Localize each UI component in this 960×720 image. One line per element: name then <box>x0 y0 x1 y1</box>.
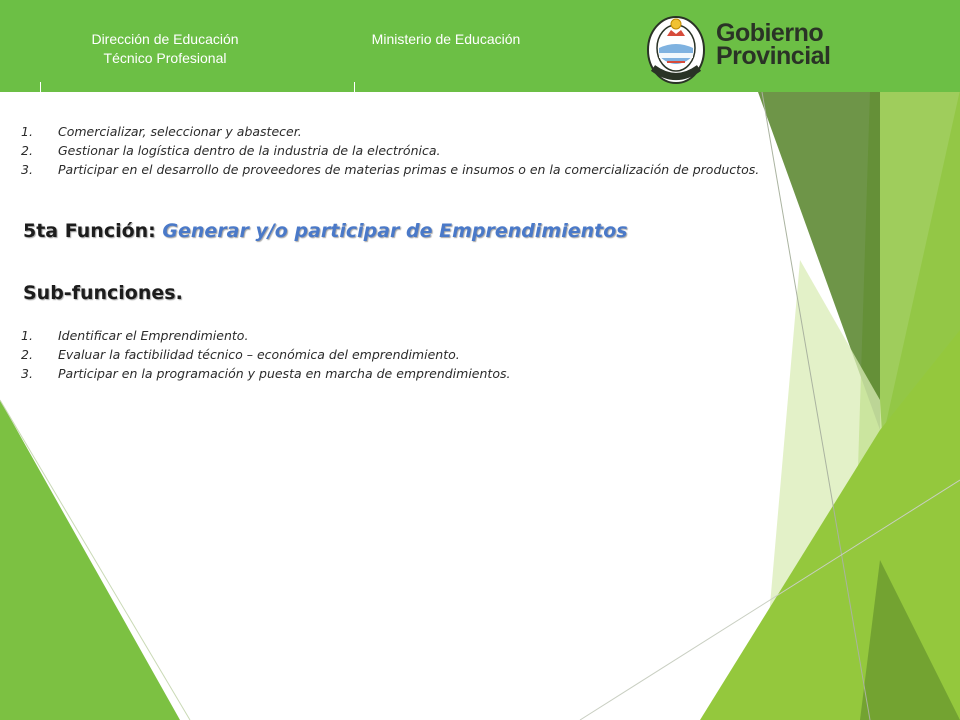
list-item-text: Identificar el Emprendimiento. <box>58 328 249 343</box>
list-item <box>21 160 759 179</box>
corrientes-emblem-icon <box>645 10 707 86</box>
deco-facet-left <box>0 400 180 720</box>
gobierno-provincial-logo <box>716 19 831 70</box>
list-item <box>21 345 510 364</box>
list-item-text: Evaluar la factibilidad técnico – económica del emprendimiento. <box>58 347 460 362</box>
header-divider-left <box>40 82 41 94</box>
top-list <box>21 122 759 179</box>
header-ministerio: Ministerio de Educación <box>371 31 521 47</box>
header-direccion-line2: Técnico Profesional <box>103 50 227 66</box>
subfunctions-heading: Sub-funciones. <box>23 282 183 304</box>
list-item-number: 3. <box>21 162 33 177</box>
list-item-number: 3. <box>21 366 33 381</box>
list-item-text: Comercializar, seleccionar y abastecer. <box>58 124 302 139</box>
list-item-text: Participar en el desarrollo de proveedores de materias primas e insumos o en la comercialización de productos. <box>58 162 760 177</box>
list-item-number: 2. <box>21 143 33 158</box>
list-item-text: Gestionar la logística dentro de la industria de la electrónica. <box>58 143 441 158</box>
list-item <box>21 122 759 141</box>
function-heading <box>23 220 628 242</box>
list-item-text: Participar en la programación y puesta en marcha de emprendimientos. <box>58 366 511 381</box>
header-bar <box>0 0 960 92</box>
list-item <box>21 326 510 345</box>
list-item <box>21 141 759 160</box>
header-divider-mid <box>354 82 355 94</box>
list-item-number: 1. <box>21 328 33 343</box>
function-heading-prefix: 5ta Función: <box>23 220 156 242</box>
header-direccion-line1: Dirección de Educación <box>91 31 239 47</box>
logo-line2: Provincial <box>716 42 831 70</box>
list-item-number: 1. <box>21 124 33 139</box>
list-item <box>21 364 510 383</box>
header-direccion <box>40 30 290 68</box>
bottom-list <box>21 326 510 383</box>
list-item-number: 2. <box>21 347 33 362</box>
logo-line1: Gobierno <box>716 19 824 47</box>
function-heading-title: Generar y/o participar de Emprendimientos <box>162 220 628 242</box>
